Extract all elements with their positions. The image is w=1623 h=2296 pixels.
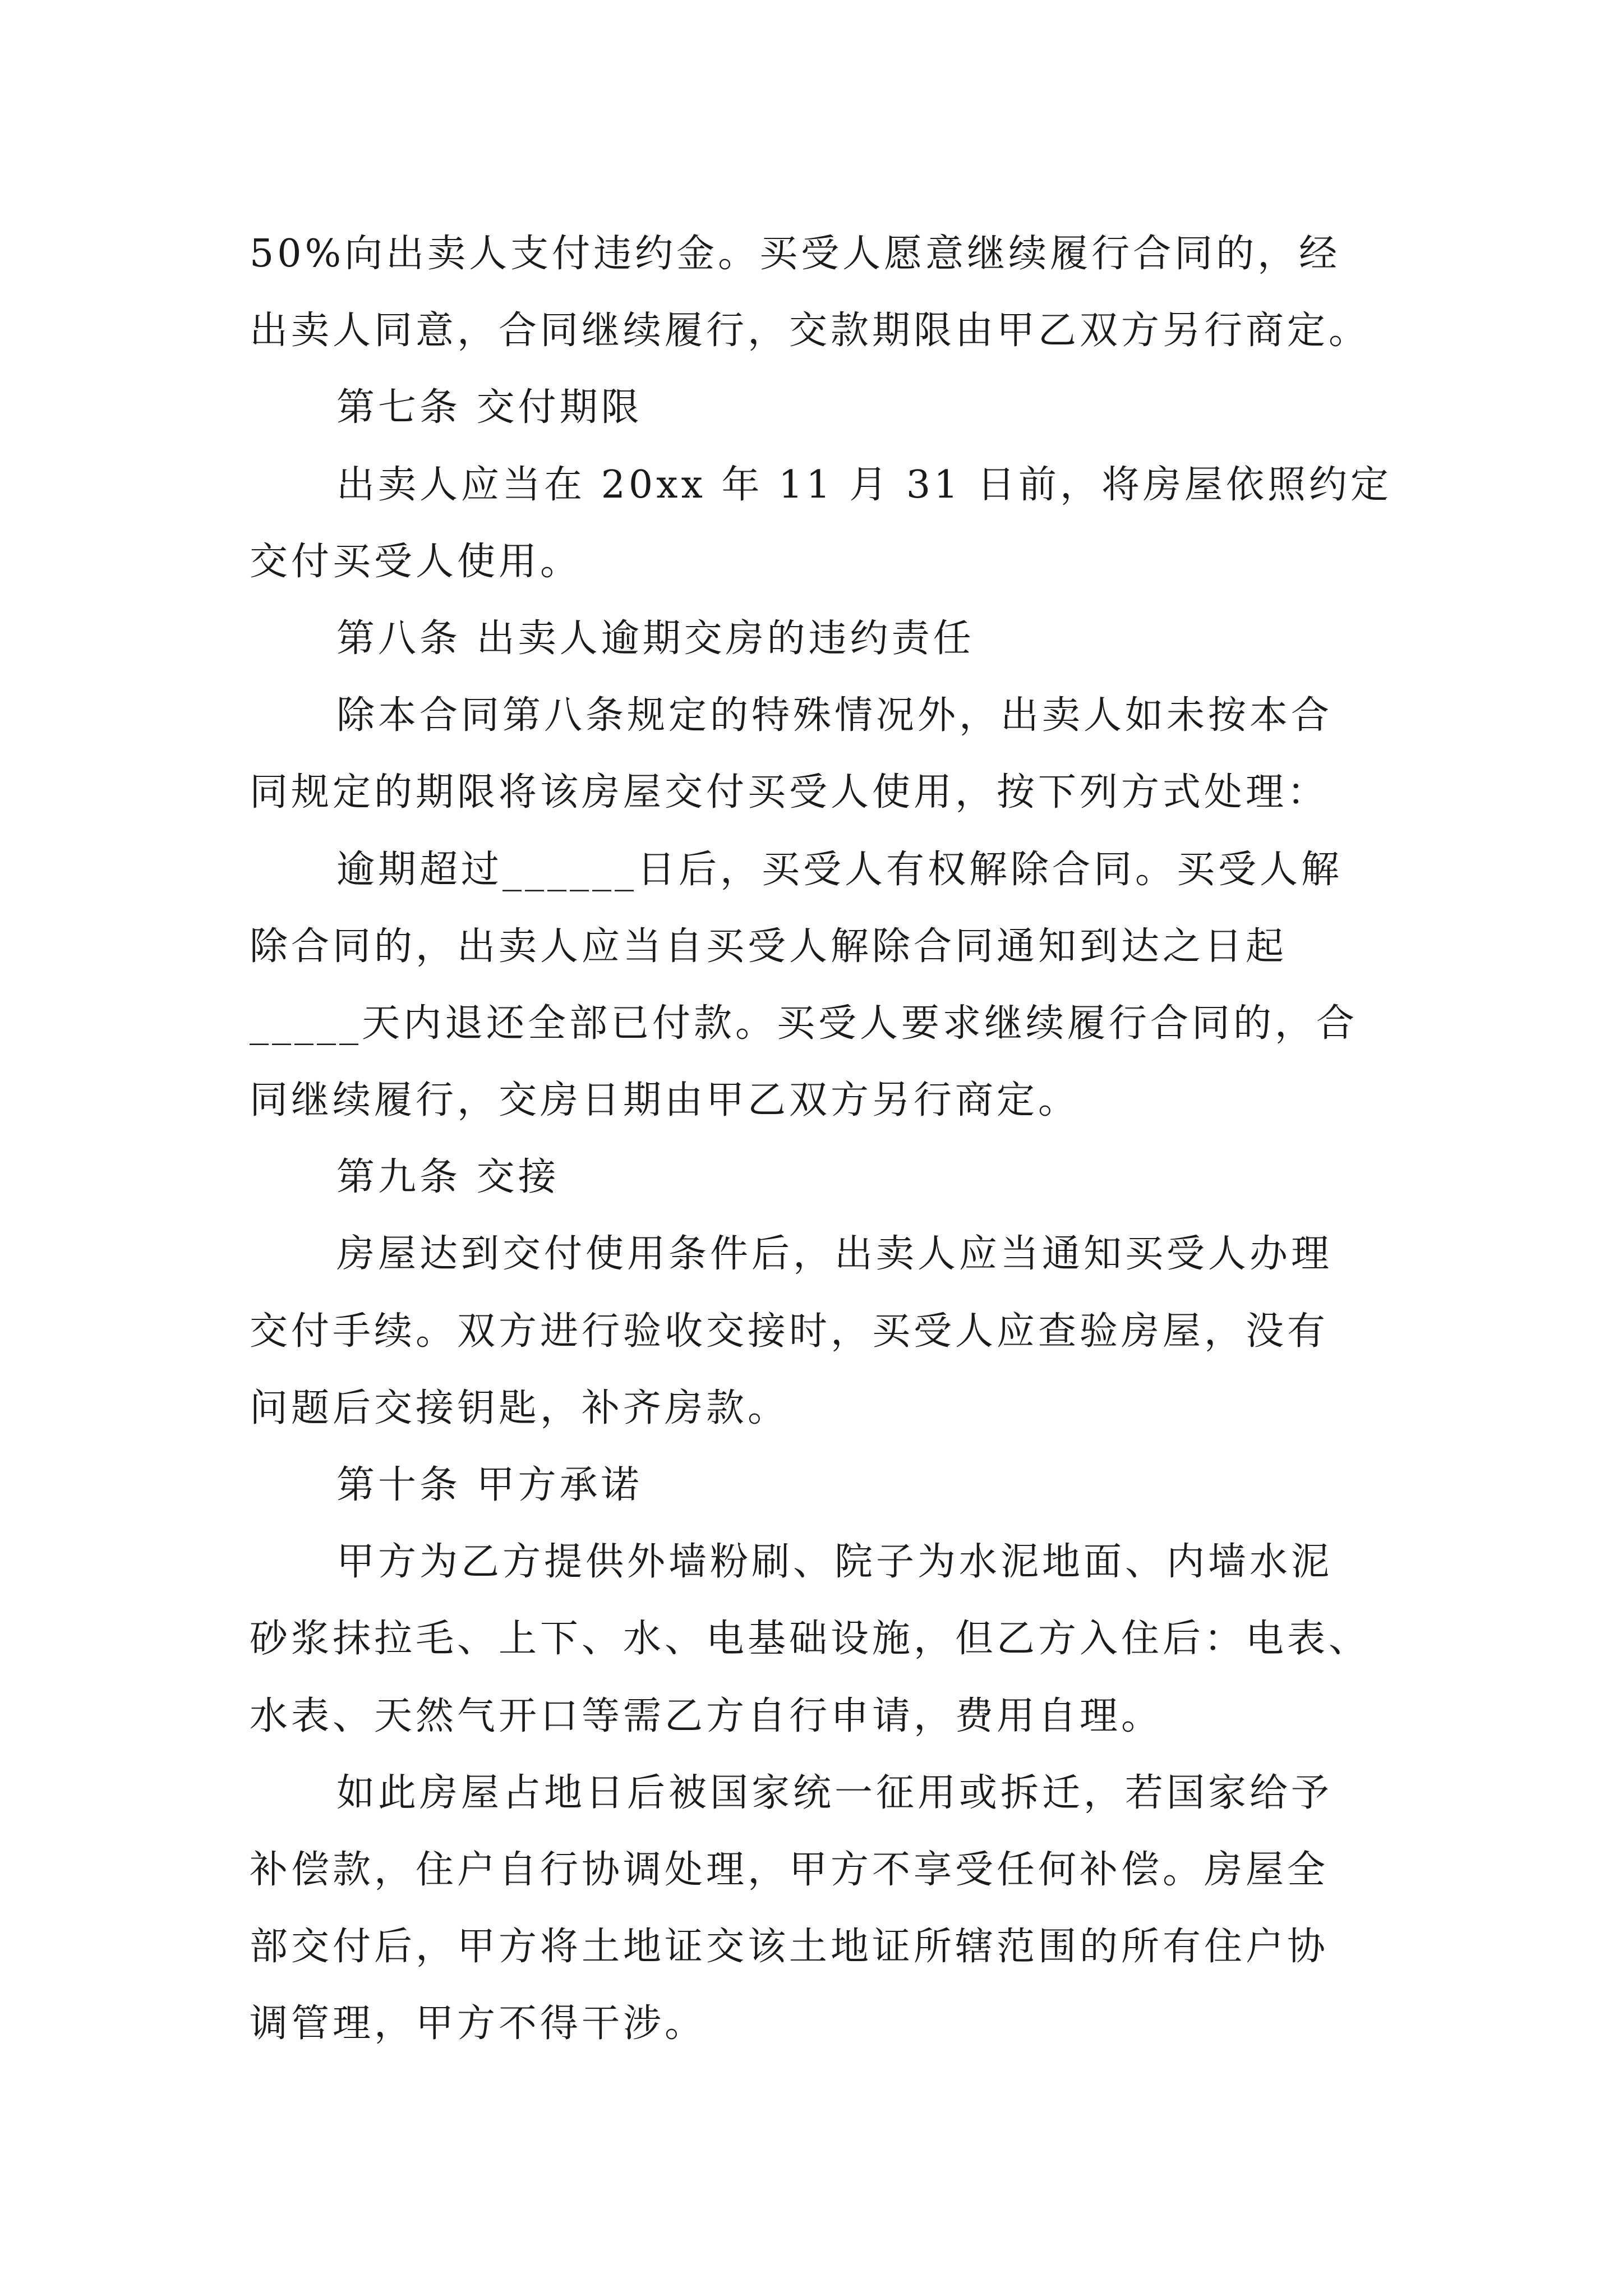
text-line: 房屋达到交付使用条件后，出卖人应当通知买受人办理 (336, 1232, 1333, 1277)
text-line: 出卖人同意，合同继续履行，交款期限由甲乙双方另行商定。 (250, 309, 1371, 353)
text-line: 出卖人应当在 20xx 年 11 月 31 日前，将房屋依照约定 (336, 462, 1392, 507)
text-line: 补偿款，住户自行协调处理，甲方不享受任何补偿。房屋全 (250, 1847, 1329, 1892)
text-line: 逾期超过______日后，买受人有权解除合同。买受人解 (336, 847, 1343, 892)
section-heading-article-10: 第十条 甲方承诺 (336, 1463, 643, 1507)
text-line: 水表、天然气开口等需乙方自行申请，费用自理。 (250, 1694, 1163, 1738)
section-heading-article-8: 第八条 出卖人逾期交房的违约责任 (336, 616, 975, 661)
text-line: 甲方为乙方提供外墙粉刷、院子为水泥地面、内墙水泥 (336, 1540, 1333, 1585)
text-line: 同继续履行，交房日期由甲乙双方另行商定。 (250, 1078, 1080, 1123)
text-line: 部交付后，甲方将土地证交该土地证所辖范围的所有住户协 (250, 1925, 1329, 1970)
text-line: 除合同的，出卖人应当自买受人解除合同通知到达之日起 (250, 924, 1288, 969)
text-line: 50%向出卖人支付违约金。买受人愿意继续履行合同的，经 (250, 232, 1341, 276)
text-line: _____天内退还全部已付款。买受人要求继续履行合同的，合 (250, 1001, 1358, 1046)
text-line: 调管理，甲方不得干涉。 (250, 2001, 707, 2046)
text-line: 除本合同第八条规定的特殊情况外，出卖人如未按本合 (336, 693, 1333, 738)
section-heading-article-9: 第九条 交接 (336, 1155, 560, 1200)
text-line: 砂浆抹拉毛、上下、水、电基础设施，但乙方入住后：电表、 (250, 1617, 1371, 1662)
section-heading-article-7: 第七条 交付期限 (336, 385, 643, 430)
text-line: 交付买受人使用。 (250, 539, 582, 584)
text-line: 问题后交接钥匙，补齐房款。 (250, 1386, 790, 1430)
text-line: 同规定的期限将该房屋交付买受人使用，按下列方式处理： (250, 770, 1329, 815)
document-body (250, 215, 1392, 2063)
text-line: 交付手续。双方进行验收交接时，买受人应查验房屋，没有 (250, 1309, 1329, 1354)
text-line: 如此房屋占地日后被国家统一征用或拆迁，若国家给予 (336, 1770, 1333, 1815)
